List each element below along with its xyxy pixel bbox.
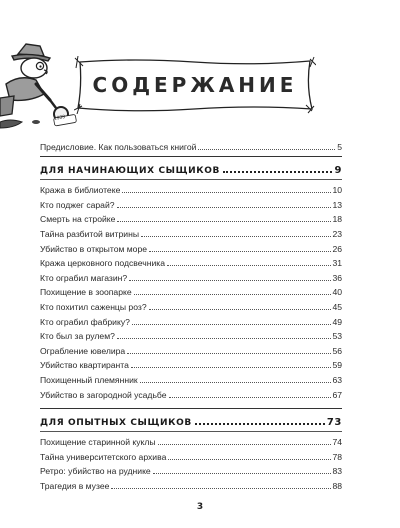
toc-entry[interactable] <box>40 182 342 197</box>
toc-entry-title: Убийство в открытом море <box>40 243 148 254</box>
dot-leader <box>141 235 331 237</box>
dot-leader <box>134 293 332 295</box>
dot-leader <box>223 170 333 173</box>
toc-entry-page: 13 <box>332 199 342 210</box>
toc-entry[interactable] <box>40 477 342 492</box>
toc-entry[interactable] <box>40 463 342 478</box>
toc-entry[interactable] <box>40 434 342 449</box>
toc-entry-page: 36 <box>332 272 342 283</box>
toc-entry-title: Предисловие. Как пользоваться книгой <box>40 141 197 152</box>
toc-entry[interactable] <box>40 284 342 299</box>
section-title: ДЛЯ НАЧИНАЮЩИХ СЫЩИКОВ <box>40 165 220 176</box>
toc-entry[interactable] <box>40 342 342 357</box>
toc-entry-page: 53 <box>332 331 342 342</box>
dot-leader <box>153 472 332 474</box>
page-title: СОДЕРЖАНИЕ <box>92 73 298 97</box>
toc-entry-title: Тайна разбитой витрины <box>40 228 139 239</box>
toc-entry-title: Кража в библиотеке <box>40 185 121 196</box>
toc-entry-title: Кто похитил саженцы роз? <box>40 301 147 312</box>
dot-leader <box>169 396 332 398</box>
toc-entry-page: 5 <box>337 141 342 152</box>
toc-entry-page: 26 <box>332 243 342 254</box>
toc-entry-title: Тайна университетского архива <box>40 451 167 462</box>
dot-leader <box>168 458 331 460</box>
section-page: 73 <box>326 416 342 428</box>
page-number: 3 <box>196 502 204 512</box>
dot-leader <box>117 220 331 222</box>
section-heading-experienced[interactable] <box>40 411 342 428</box>
section-divider <box>40 431 342 432</box>
toc-entry-page: 49 <box>332 316 342 327</box>
dot-leader <box>122 191 331 193</box>
dot-leader <box>117 206 332 208</box>
toc-entry[interactable] <box>40 313 342 328</box>
section-page: 9 <box>334 164 342 176</box>
toc-entry-page: 63 <box>332 374 342 385</box>
toc-entry[interactable] <box>40 196 342 211</box>
dot-leader <box>111 487 331 489</box>
dot-leader <box>149 308 332 310</box>
toc-entry-intro[interactable] <box>40 138 342 153</box>
dot-leader <box>195 422 325 425</box>
toc-entry-page: 31 <box>332 258 342 269</box>
toc-entry-page: 59 <box>332 360 342 371</box>
toc-entry-page: 74 <box>332 437 342 448</box>
toc-entry-title: Похищение в зоопарке <box>40 287 132 298</box>
toc-entry-page: 40 <box>332 287 342 298</box>
clue-note-label: 1933 <box>53 114 66 122</box>
toc-entry-title: Убийство в загородной усадьбе <box>40 389 167 400</box>
toc-entry-title: Кража церковного подсвечника <box>40 258 165 269</box>
dot-leader <box>117 337 332 339</box>
toc-entry-title: Ретро: убийство на руднике <box>40 466 151 477</box>
toc-entry-title: Похищение старинной куклы <box>40 437 156 448</box>
toc-entry-page: 88 <box>332 480 342 491</box>
toc-entry-title: Похищенный племянник <box>40 374 138 385</box>
toc-entry[interactable] <box>40 357 342 372</box>
section-divider <box>40 156 342 157</box>
toc-entry-page: 56 <box>332 345 342 356</box>
toc-entry-page: 45 <box>332 301 342 312</box>
toc-entry[interactable] <box>40 298 342 313</box>
dot-leader <box>158 443 332 445</box>
toc-entry[interactable] <box>40 371 342 386</box>
section-title: ДЛЯ ОПЫТНЫХ СЫЩИКОВ <box>40 417 192 428</box>
toc-entry-title: Убийство квартиранта <box>40 360 129 371</box>
dot-leader <box>198 148 335 150</box>
toc-entry-title: Смерть на стройке <box>40 214 116 225</box>
toc-entry-title: Трагедия в музее <box>40 480 110 491</box>
section-heading-beginners[interactable] <box>40 159 342 176</box>
toc-entry-page: 78 <box>332 451 342 462</box>
toc-entry[interactable] <box>40 255 342 270</box>
toc-entry-page: 83 <box>332 466 342 477</box>
dot-leader <box>129 279 331 281</box>
toc-entry[interactable] <box>40 386 342 401</box>
toc-entry-page: 67 <box>332 389 342 400</box>
toc-entry-title: Кто был за рулем? <box>40 331 115 342</box>
toc-entry[interactable] <box>40 240 342 255</box>
toc-entry-title: Кто поджег сарай? <box>40 199 115 210</box>
table-of-contents <box>40 138 342 492</box>
toc-entry[interactable] <box>40 448 342 463</box>
section-divider <box>40 408 342 409</box>
dot-leader <box>132 323 332 325</box>
toc-entry-title: Кто ограбил фабрику? <box>40 316 130 327</box>
toc-entry-title: Кто ограбил магазин? <box>40 272 128 283</box>
toc-entry[interactable] <box>40 328 342 343</box>
toc-entry-page: 10 <box>332 185 342 196</box>
dot-leader <box>167 264 331 266</box>
detective-with-magnifier-icon <box>0 40 80 130</box>
toc-entry-page: 23 <box>332 228 342 239</box>
dot-leader <box>140 381 332 383</box>
toc-entry-title: Ограбление ювелира <box>40 345 126 356</box>
dot-leader <box>127 352 331 354</box>
toc-entry-page: 18 <box>332 214 342 225</box>
toc-entry[interactable] <box>40 211 342 226</box>
toc-entry[interactable] <box>40 225 342 240</box>
toc-entry[interactable] <box>40 269 342 284</box>
dot-leader <box>149 250 331 252</box>
dot-leader <box>131 366 332 368</box>
section-divider <box>40 179 342 180</box>
